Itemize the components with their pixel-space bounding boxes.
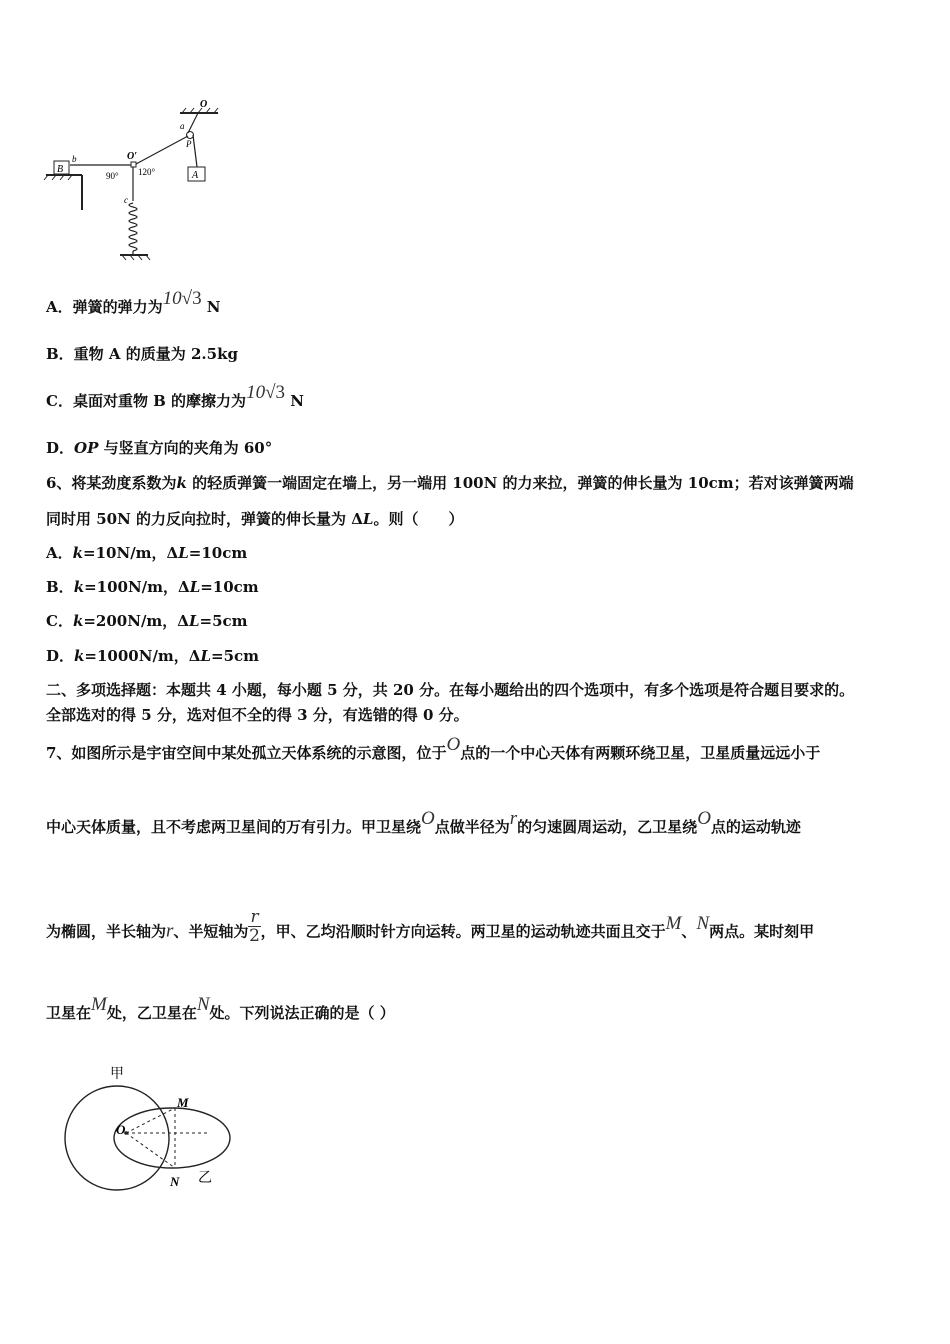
q6-option-d[interactable]: D．k=1000N/m，ΔL=5cm — [46, 647, 260, 665]
label-N: N — [170, 1174, 180, 1189]
label-A: A — [192, 170, 199, 181]
label-M: M — [177, 1095, 189, 1110]
q6-stem-line2: 同时用 50N 的力反向拉时，弹簧的伸长量为 ΔL。则（ ） — [46, 510, 464, 528]
q7-stem-line2: 中心天体质量，且不考虑两卫星间的万有引力。甲卫星绕O点做半径为r的匀速圆周运动，乙卫星绕O点的运动轨迹 — [46, 808, 801, 836]
label-yi: 乙 — [198, 1171, 212, 1186]
label-a: a — [180, 121, 185, 131]
q5-option-d[interactable]: D．OP 与竖直方向的夹角为 60° — [46, 439, 273, 457]
q6-option-b[interactable]: B．k=100N/m，ΔL=10cm — [46, 578, 259, 596]
orbit-jia-circle — [65, 1086, 169, 1190]
q5-option-c[interactable]: C．桌面对重物 B 的摩擦力为10√3 N — [46, 382, 304, 410]
q6-option-c[interactable]: C．k=200N/m，ΔL=5cm — [46, 612, 248, 630]
figure-orbits — [60, 1058, 250, 1198]
section2-heading-line2: 全部选对的得 5 分，选对但不全的得 3 分，有选错的得 0 分。 — [46, 706, 469, 724]
q5-option-a[interactable]: A．弹簧的弹力为10√3 N — [46, 288, 221, 316]
q5-option-b[interactable]: B．重物 A 的质量为 2.5kg — [46, 345, 238, 363]
section2-heading-line1: 二、多项选择题：本题共 4 小题，每小题 5 分，共 20 分。在每小题给出的四个选项中，有多个选项是符合题目要求的。 — [46, 681, 855, 699]
label-120: 120° — [138, 167, 156, 177]
q6-option-a[interactable]: A．k=10N/m，ΔL=10cm — [46, 544, 248, 562]
label-jia: 甲 — [110, 1067, 124, 1082]
figure-spring-system — [40, 95, 230, 265]
label-b: b — [72, 154, 77, 164]
q7-stem-line3: 为椭圆，半长轴为r、半短轴为 $\frac{r}{2}$ ，甲、乙均沿顺时针方向运转。两卫星的运动轨迹共面且交于M、N两点。某时刻甲 — [46, 907, 815, 946]
label-c: c — [124, 195, 128, 205]
q6-stem-line1: 6、将某劲度系数为k 的轻质弹簧一端固定在墙上，另一端用 100N 的力来拉，弹簧的伸长量为 10cm；若对该弹簧两端 — [46, 474, 854, 492]
orbit-yi-ellipse — [114, 1108, 230, 1168]
label-P: P — [186, 139, 192, 149]
fraction-r-over-2: $\frac{r}{2}$ — [249, 907, 260, 946]
q7-stem-line4: 卫星在M处，乙卫星在N处。下列说法正确的是（ ） — [46, 994, 395, 1022]
q7-stem-line1: 7、如图所示是宇宙空间中某处孤立天体系统的示意图，位于O点的一个中心天体有两颗环绕卫星，卫星质量远远小于 — [46, 734, 821, 762]
label-B: B — [57, 164, 64, 175]
label-Oprime: O′ — [127, 151, 138, 162]
label-O-center: O — [116, 1122, 126, 1137]
label-90: 90° — [106, 171, 119, 181]
label-O: O — [200, 99, 208, 110]
